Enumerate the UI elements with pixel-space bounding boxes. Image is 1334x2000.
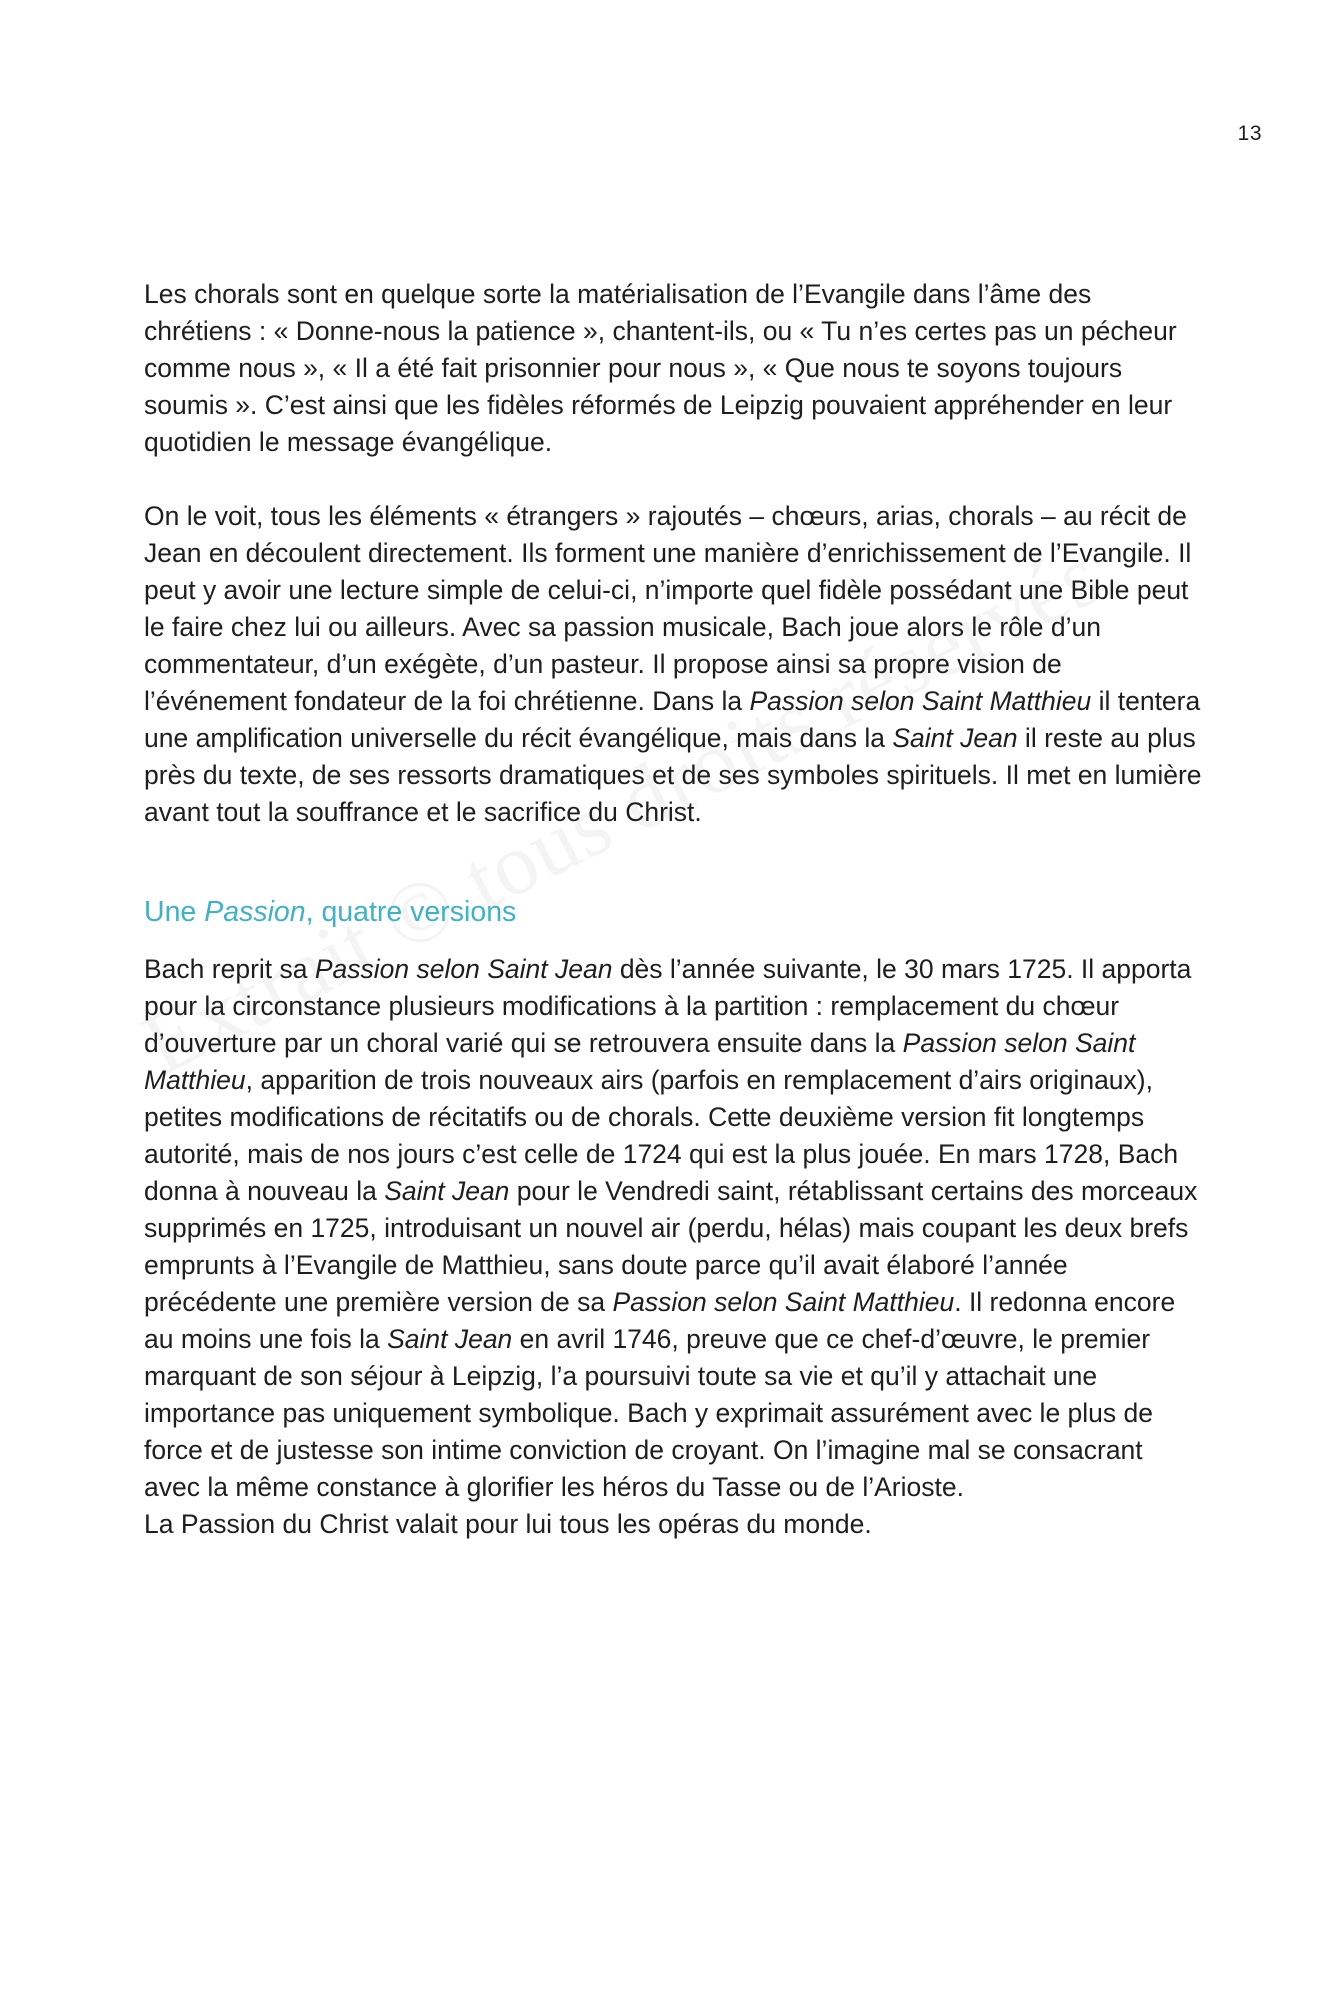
italic-title: Passion selon Saint Matthieu — [612, 1287, 955, 1317]
italic-title: Passion selon Saint Matthieu — [144, 1028, 1136, 1095]
italic-title: Saint Jean — [384, 1176, 510, 1206]
text-run: . Il redonna encore au moins une fois la — [144, 1287, 1176, 1354]
italic-title: Passion selon Saint Jean — [314, 954, 613, 984]
italic-title: Saint Jean — [892, 723, 1018, 753]
text-run: Bach reprit sa — [144, 954, 315, 984]
text-run: il reste au plus près du texte, de ses ressorts dramatiques et de ses symboles spirituels. Il met en lumière avant tout la souffrance et le sacrifice du Christ. — [144, 723, 1202, 827]
text-run: il tentera une amplification universelle du récit évangélique, mais dans la — [144, 686, 1201, 753]
paragraph-quatre-versions — [144, 951, 1204, 1543]
text-run: dès l’année suivante, le 30 mars 1725. Il apporta pour la circonstance plusieurs modifications à la partition : remplacement du chœur d’ouverture par un choral varié qui se retrouvera ensuite dans la — [144, 954, 1192, 1058]
closing-line: La Passion du Christ valait pour lui tous les opéras du monde. — [144, 1509, 872, 1539]
heading-italic: Passion — [204, 896, 306, 928]
italic-title: Passion selon Saint Matthieu — [749, 686, 1092, 716]
text-run: en avril 1746, preuve que ce chef-d’œuvre, le premier marquant de son séjour à Leipzig, l’a poursuivi toute sa vie et qu’il y attachait une importance pas uniquement symbolique. Bach y exprimait assurément avec le plus de force et de justesse son intime conviction de croyant. On l’imagine mal se consacrant avec la même constance à glorifier les héros du Tasse ou de l’Arioste. — [144, 1324, 1153, 1502]
section-heading — [144, 894, 1204, 931]
heading-text: , quatre versions — [305, 896, 517, 928]
text-run: , apparition de trois nouveaux airs (parfois en remplacement d’airs originaux), petites modifications de récitatifs ou de chorals. Cette deuxième version fit longtemps autorité, mais de nos jours c’est celle de 1724 qui est la plus jouée. En mars 1728, Bach donna à nouveau la — [144, 1065, 1179, 1206]
page-content — [144, 276, 1204, 1543]
text-run: On le voit, tous les éléments « étrangers » rajoutés – chœurs, arias, chorals – au récit de Jean en découlent directement. Ils forment une manière d’enrichissement de l’Evangile. Il peut y avoir une lecture simple de celui-ci, n’importe quel fidèle possédant une Bible peut le faire chez lui ou ailleurs. Avec sa passion musicale, Bach joue alors le rôle d’un commentateur, d’un exégète, d’un pasteur. Il propose ainsi sa propre vision de l’événement fondateur de la foi chrétienne. Dans la — [144, 501, 1192, 716]
paragraph-chorals: Les chorals sont en quelque sorte la matérialisation de l’Evangile dans l’âme des chrétiens : « Donne-nous la patience », chantent-ils, ou « Tu n’es certes pas un pécheur comme nous », « Il a été fait prisonnier pour nous », « Que nous te soyons toujours soumis ». C’est ainsi que les fidèles réformés de Leipzig pouvaient appréhender en leur quotidien le message évangélique. — [144, 279, 1177, 457]
heading-text: Une — [144, 896, 205, 928]
paragraph-elements-etrangers — [144, 498, 1204, 831]
page-number: 13 — [1237, 122, 1262, 145]
italic-title: Saint Jean — [387, 1324, 513, 1354]
text-run: pour le Vendredi saint, rétablissant certains des morceaux supprimés en 1725, introduisant un nouvel air (perdu, hélas) mais coupant les deux brefs emprunts à l’Evangile de Matthieu, sans doute parce qu’il avait élaboré l’année précédente une première version de sa — [144, 1176, 1198, 1317]
